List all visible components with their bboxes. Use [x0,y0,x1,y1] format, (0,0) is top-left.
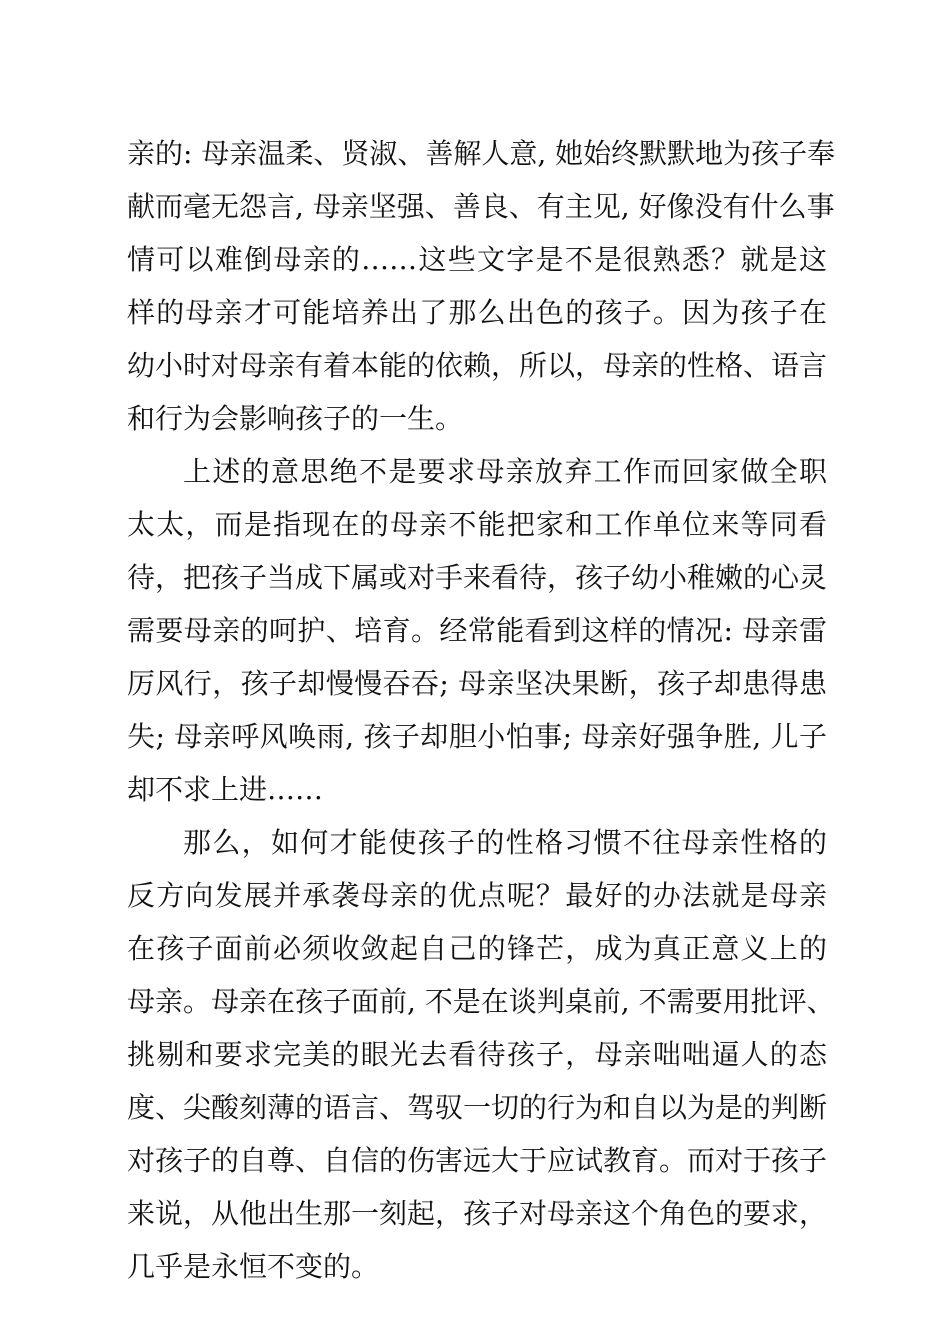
body-text [127,127,836,1293]
text-line: 和行为会影响孩子的一生。 [127,402,464,435]
text-line: 需要母亲的呵护、培育。经常能看到这样的情况: 母亲雷 [127,614,827,647]
text-line: 失; 母亲呼风唤雨, 孩子却胆小怕事; 母亲好强争胜, 儿子 [127,720,827,753]
text-line: 在孩子面前必须收敛起自己的锋芒，成为真正意义上的 [127,932,827,965]
text-line: 度、尖酸刻薄的语言、驾驭一切的行为和自以为是的判断 [127,1091,828,1124]
paragraph-2 [127,445,827,816]
text-line: 幼小时对母亲有着本能的依赖，所以，母亲的性格、语言 [127,349,828,382]
text-line: 献而毫无怨言, 母亲坚强、善良、有主见, 好像没有什么事 [127,190,835,223]
text-line: 对孩子的自尊、自信的伤害远大于应试教育。而对于孩子 [127,1144,828,1177]
text-line: 样的母亲才可能培养出了那么出色的孩子。因为孩子在 [127,296,827,329]
text-line: 来说，从他出生那一刻起，孩子对母亲这个角色的要求， [127,1197,828,1230]
text-line: 母亲。母亲在孩子面前, 不是在谈判桌前, 不需要用批评、 [127,985,835,1018]
text-line: 待，把孩子当成下属或对手来看待，孩子幼小稚嫩的心灵 [127,561,828,594]
paragraph-1 [127,127,836,445]
paragraph-3 [127,816,835,1293]
text-line: 厉风行，孩子却慢慢吞吞; 母亲坚决果断，孩子却患得患 [127,667,827,700]
text-line: 情可以难倒母亲的……这些文字是不是很熟悉？就是这 [127,243,827,276]
text-line: 却不求上进…… [127,773,324,806]
text-line: 亲的: 母亲温柔、贤淑、善解人意, 她始终默默地为孩子奉 [127,137,836,170]
text-line: 挑剔和要求完美的眼光去看待孩子，母亲咄咄逼人的态 [127,1038,827,1071]
text-line: 上述的意思绝不是要求母亲放弃工作而回家做全职 [183,455,827,488]
text-line: 太太，而是指现在的母亲不能把家和工作单位来等同看 [127,508,827,541]
text-line: 那么，如何才能使孩子的性格习惯不往母亲性格的 [183,826,827,859]
text-line: 反方向发展并承袭母亲的优点呢？最好的办法就是母亲 [127,879,827,912]
text-line: 几乎是永恒不变的。 [127,1250,380,1283]
